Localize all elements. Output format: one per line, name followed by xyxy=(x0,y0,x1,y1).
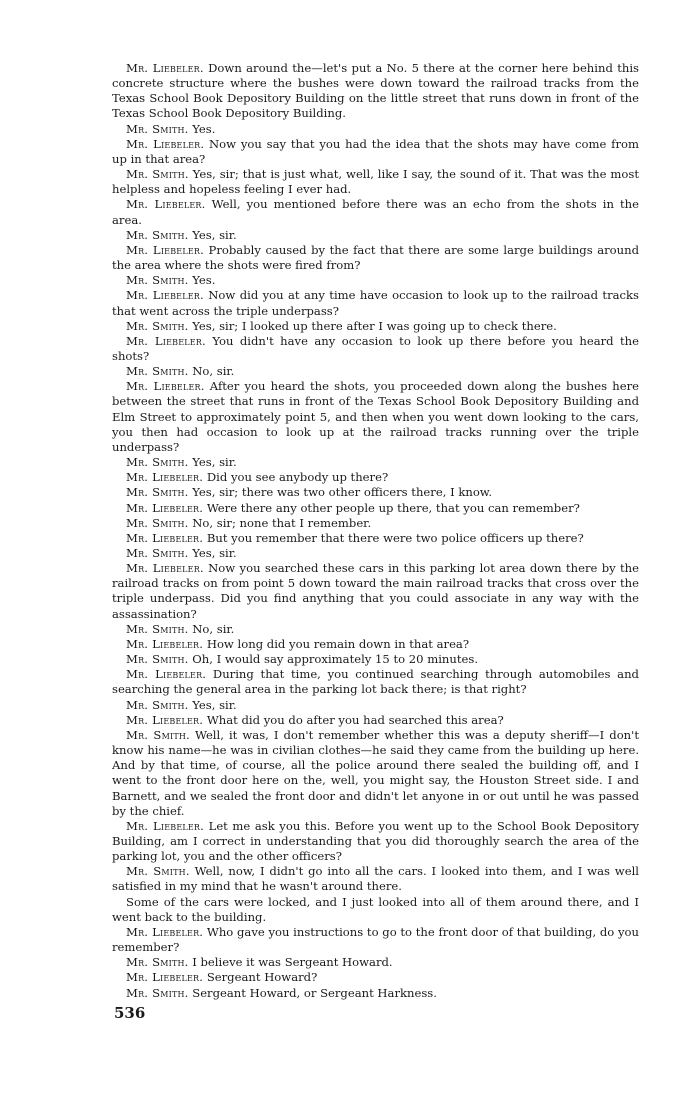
transcript-paragraph xyxy=(112,243,639,273)
speech-text: Let me ask you this. Before you went up to the School Book Depository Building, am I correct in understanding that you did thoroughly search the area of the parking lot, you and the other officers? xyxy=(112,818,639,864)
transcript-paragraph xyxy=(112,864,639,894)
speaker-name: Mr. Smith. xyxy=(126,455,189,470)
speaker-name: Mr. Smith. xyxy=(126,621,189,636)
transcript-body xyxy=(112,61,639,1001)
transcript-paragraph xyxy=(112,546,639,561)
speech-text: Well, you mentioned before there was an echo from the shots in the area. xyxy=(112,197,639,227)
transcript-paragraph xyxy=(112,925,639,955)
speech-text: How long did you remain down in that area? xyxy=(203,636,470,651)
transcript-paragraph xyxy=(112,819,639,864)
speech-text: Probably caused by the fact that there are some large buildings around the area where the shots were fired from? xyxy=(112,242,639,273)
speaker-name: Mr. Liebeler. xyxy=(126,924,204,939)
speaker-name: Mr. Smith. xyxy=(126,485,189,500)
speech-text: Now you searched these cars in this parking lot area down there by the railroad tracks on from point 5 down toward the main railroad tracks that cross over the triple underpass. Did you find anything that you could associate in any way with the assassination? xyxy=(112,561,639,621)
speaker-name: Mr. Smith. xyxy=(126,515,189,530)
speech-text: Sergeant Howard, or Sergeant Harkness. xyxy=(188,985,437,1000)
speaker-name: Mr. Smith. xyxy=(126,227,189,242)
transcript-paragraph xyxy=(112,667,639,697)
transcript-paragraph xyxy=(112,637,639,652)
speech-text: Sergeant Howard? xyxy=(203,970,318,985)
transcript-paragraph xyxy=(112,698,639,713)
speaker-name: Mr. Liebeler. xyxy=(126,333,206,348)
speaker-name: Mr. Smith. xyxy=(126,864,190,879)
speaker-name: Mr. Liebeler. xyxy=(126,561,204,576)
speaker-name: Mr. Liebeler. xyxy=(126,636,204,651)
speech-text: Down around the—let's put a No. 5 there at the corner here behind this concrete structure where the bushes were down toward the railroad tracks from the Texas School Book Depository Building on the little street that runs down in front of the Texas School Book Depository Building. xyxy=(112,61,639,121)
transcript-paragraph xyxy=(112,379,639,455)
speaker-name: Mr. Liebeler. xyxy=(126,470,204,485)
speech-text: Some of the cars were locked, and I just looked into all of them around there, and I went back to the building. xyxy=(112,894,639,924)
speaker-name: Mr. Smith. xyxy=(126,697,189,712)
speech-text: But you remember that there were two police officers up there? xyxy=(203,530,584,545)
transcript-paragraph xyxy=(112,288,639,318)
speech-text: Yes, sir. xyxy=(188,697,237,712)
transcript-paragraph xyxy=(112,561,639,622)
speaker-name: Mr. Liebeler. xyxy=(126,500,204,515)
speech-text: Did you see anybody up there? xyxy=(203,470,389,485)
speech-text: Yes, sir; there was two other officers there, I know. xyxy=(188,485,493,500)
speech-text: I believe it was Sergeant Howard. xyxy=(188,955,393,970)
transcript-paragraph xyxy=(112,485,639,500)
speaker-name: Mr. Smith. xyxy=(126,121,189,136)
speech-text: Who gave you instructions to go to the front door of that building, do you remember? xyxy=(112,924,639,955)
transcript-paragraph xyxy=(112,364,639,379)
speech-text: You didn't have any occasion to look up there before you heard the shots? xyxy=(112,333,639,363)
speaker-name: Mr. Smith. xyxy=(126,985,189,1000)
speech-text: Now you say that you had the idea that the shots may have come from up in that area? xyxy=(112,136,639,166)
transcript-paragraph xyxy=(112,728,639,819)
page-number: 536 xyxy=(114,1004,146,1022)
transcript-paragraph xyxy=(112,273,639,288)
transcript-paragraph xyxy=(112,895,639,925)
speech-text: Were there any other people up there, that you can remember? xyxy=(203,500,580,515)
speaker-name: Mr. Smith. xyxy=(126,318,189,333)
speech-text: No, sir; none that I remember. xyxy=(188,515,372,530)
speech-text: Yes, sir. xyxy=(188,455,237,470)
speaker-name: Mr. Liebeler. xyxy=(126,61,204,75)
transcript-paragraph xyxy=(112,470,639,485)
speaker-name: Mr. Liebeler. xyxy=(126,712,204,727)
transcript-paragraph xyxy=(112,167,639,197)
speaker-name: Mr. Liebeler. xyxy=(126,667,207,682)
speaker-name: Mr. Liebeler. xyxy=(126,242,205,257)
speaker-name: Mr. Liebeler. xyxy=(126,136,205,151)
speech-text: Well, now, I didn't go into all the cars. I looked into them, and I was well satisfied in my mind that he wasn't around there. xyxy=(112,864,639,894)
transcript-paragraph xyxy=(112,955,639,970)
speech-text: What did you do after you had searched this area? xyxy=(203,712,504,727)
transcript-paragraph xyxy=(112,319,639,334)
speaker-name: Mr. Liebeler. xyxy=(126,530,204,545)
speaker-name: Mr. Liebeler. xyxy=(126,970,204,985)
speech-text: Yes, sir. xyxy=(188,227,237,242)
speaker-name: Mr. Smith. xyxy=(126,955,189,970)
speech-text: Yes, sir. xyxy=(188,546,237,560)
transcript-paragraph xyxy=(112,713,639,728)
transcript-paragraph xyxy=(112,531,639,546)
speech-text: During that time, you continued searching through automobiles and searching the general area in the parking lot back there; is that right? xyxy=(112,667,639,697)
transcript-paragraph xyxy=(112,986,639,1001)
speech-text: Well, it was, I don't remember whether this was a deputy sheriff—I don't know his name—he was in civilian clothes—he said they came from the building up here. And by that time, of course, all the police around there sealed the building off, and I went to the front door here on the, well, you might say, the Houston Street side. I and Barnett, and we sealed the front door and didn't let anyone in or out until he was passed by the chief. xyxy=(112,727,639,818)
speech-text: No, sir. xyxy=(188,621,235,636)
speech-text: Yes, sir; I looked up there after I was going up to check there. xyxy=(188,318,557,333)
transcript-paragraph xyxy=(112,652,639,667)
speech-text: No, sir. xyxy=(188,364,235,379)
transcript-paragraph xyxy=(112,970,639,985)
speaker-name: Mr. Smith. xyxy=(126,273,189,288)
speaker-name: Mr. Smith. xyxy=(126,364,189,379)
transcript-paragraph xyxy=(112,122,639,137)
speaker-name: Mr. Smith. xyxy=(126,546,189,560)
speaker-name: Mr. Smith. xyxy=(126,727,190,742)
transcript-paragraph xyxy=(112,61,639,122)
speech-text: After you heard the shots, you proceeded down along the bushes here between the street that runs in front of the Texas School Book Depository Building and Elm Street to approximately point 5, and then when you went down looking to the cars, you then had occasion to look up at the railroad tracks running over the triple underpass? xyxy=(112,379,639,454)
speech-text: Now did you at any time have occasion to look up to the railroad tracks that went across the triple underpass? xyxy=(112,288,639,318)
speaker-name: Mr. Liebeler. xyxy=(126,288,204,303)
transcript-paragraph xyxy=(112,501,639,516)
transcript-paragraph xyxy=(112,516,639,531)
speech-text: Oh, I would say approximately 15 to 20 minutes. xyxy=(188,652,479,667)
transcript-paragraph xyxy=(112,197,639,227)
speaker-name: Mr. Liebeler. xyxy=(126,818,205,833)
transcript-paragraph xyxy=(112,622,639,637)
speaker-name: Mr. Smith. xyxy=(126,167,189,182)
transcript-paragraph xyxy=(112,455,639,470)
transcript-paragraph xyxy=(112,228,639,243)
speech-text: Yes, sir; that is just what, well, like I say, the sound of it. That was the most helpless and hopeless feeling I ever had. xyxy=(112,167,639,197)
speaker-name: Mr. Liebeler. xyxy=(126,197,206,212)
speaker-name: Mr. Liebeler. xyxy=(126,379,205,394)
speech-text: Yes. xyxy=(188,121,216,136)
transcript-paragraph xyxy=(112,334,639,364)
speech-text: Yes. xyxy=(188,273,216,288)
speaker-name: Mr. Smith. xyxy=(126,652,189,667)
transcript-paragraph xyxy=(112,137,639,167)
